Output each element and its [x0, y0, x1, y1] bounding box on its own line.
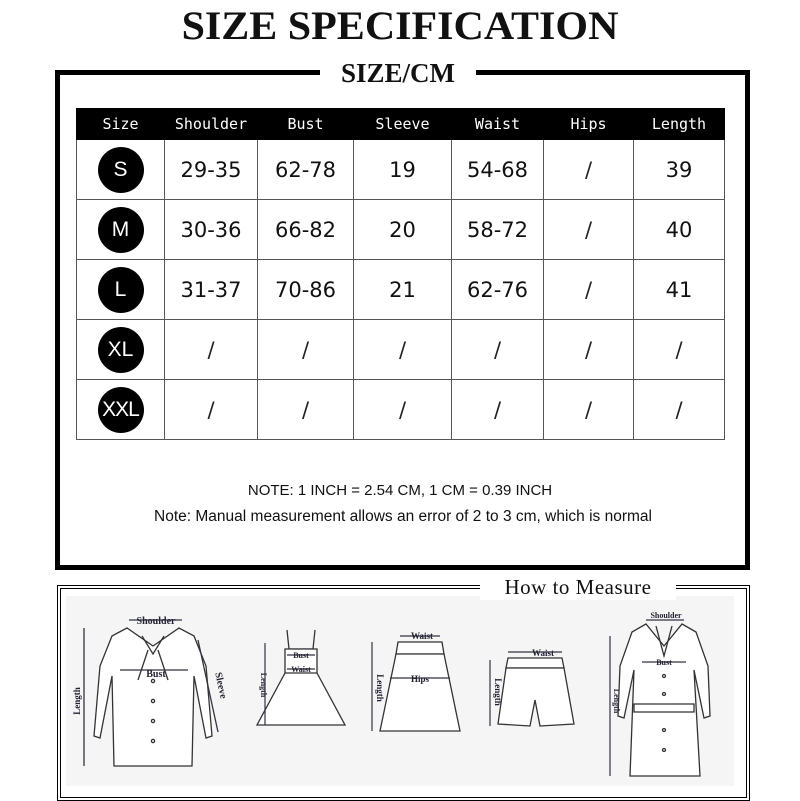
table-cell: / [544, 200, 634, 260]
unit-label: SIZE/CM [320, 56, 476, 90]
error-note: Note: Manual measurement allows an error of 2 to 3 cm, which is normal [154, 508, 652, 525]
table-cell: / [165, 380, 258, 440]
table-cell: 29-35 [165, 140, 258, 200]
size-badge: S [98, 147, 144, 193]
table-cell: 40 [634, 200, 725, 260]
shorts-length-label: Length [493, 678, 503, 706]
table-cell: 66-82 [258, 200, 354, 260]
header-sleeve: Sleeve [354, 109, 452, 140]
size-badge: XL [98, 327, 144, 373]
table-cell: 39 [634, 140, 725, 200]
header-size: Size [77, 109, 165, 140]
table-cell: / [452, 380, 544, 440]
table-cell: 70-86 [258, 260, 354, 320]
skirt-diagram [360, 626, 470, 741]
table-cell: / [165, 320, 258, 380]
size-cell [77, 380, 165, 440]
table-row [77, 260, 725, 320]
conversion-note: NOTE: 1 INCH = 2.54 CM, 1 CM = 0.39 INCH [247, 482, 553, 499]
dress-diagram [245, 625, 355, 745]
header-shoulder: Shoulder [165, 109, 258, 140]
dress-bust-label: Bust [293, 651, 309, 660]
shorts-diagram [480, 640, 590, 735]
skirt-hips-label: Hips [410, 674, 430, 684]
header-waist: Waist [452, 109, 544, 140]
table-cell: / [452, 320, 544, 380]
header-length: Length [634, 109, 725, 140]
header-bust: Bust [258, 109, 354, 140]
table-cell: 58-72 [452, 200, 544, 260]
table-cell: 62-78 [258, 140, 354, 200]
table-cell: 31-37 [165, 260, 258, 320]
shorts-waist-label: Waist [531, 648, 555, 658]
table-cell: 41 [634, 260, 725, 320]
header-hips: Hips [544, 109, 634, 140]
table-cell: 54-68 [452, 140, 544, 200]
size-cell [77, 320, 165, 380]
table-cell: 21 [354, 260, 452, 320]
coat-shoulder-label: Shoulder [650, 611, 682, 620]
table-cell: 62-76 [452, 260, 544, 320]
table-header-row [77, 109, 725, 140]
table-cell: / [544, 260, 634, 320]
table-cell: 19 [354, 140, 452, 200]
coat-diagram [598, 606, 728, 786]
table-cell: / [634, 380, 725, 440]
size-table [76, 108, 725, 440]
skirt-waist-label: Waist [410, 631, 434, 641]
table-row [77, 320, 725, 380]
dress-length-label: Length [259, 672, 268, 698]
table-cell: / [258, 320, 354, 380]
blouse-shoulder-label: Shoulder [136, 616, 176, 627]
size-cell [77, 260, 165, 320]
size-cell [77, 140, 165, 200]
coat-bust-label: Bust [656, 658, 672, 667]
blouse-length-label: Length [72, 687, 82, 715]
page-title: SIZE SPECIFICATION [181, 3, 619, 48]
blouse-bust-label: Bust [146, 669, 166, 680]
size-badge: L [98, 267, 144, 313]
table-cell: 20 [354, 200, 452, 260]
table-row [77, 200, 725, 260]
table-cell: / [634, 320, 725, 380]
table-row [77, 380, 725, 440]
size-badge: XXL [98, 387, 144, 433]
table-cell: / [258, 380, 354, 440]
table-row [77, 140, 725, 200]
table-cell: 30-36 [165, 200, 258, 260]
table-cell: / [544, 140, 634, 200]
table-cell: / [544, 320, 634, 380]
blouse-sleeve-label: Sleeve [212, 671, 229, 700]
size-cell [77, 200, 165, 260]
table-cell: / [354, 320, 452, 380]
coat-length-label: Length [612, 688, 621, 714]
dress-waist-label: Waist [291, 665, 311, 674]
blouse-diagram [72, 606, 232, 786]
measure-heading: How to Measure [480, 574, 676, 600]
skirt-length-label: Length [375, 674, 385, 702]
size-badge: M [98, 207, 144, 253]
table-cell: / [544, 380, 634, 440]
table-cell: / [354, 380, 452, 440]
